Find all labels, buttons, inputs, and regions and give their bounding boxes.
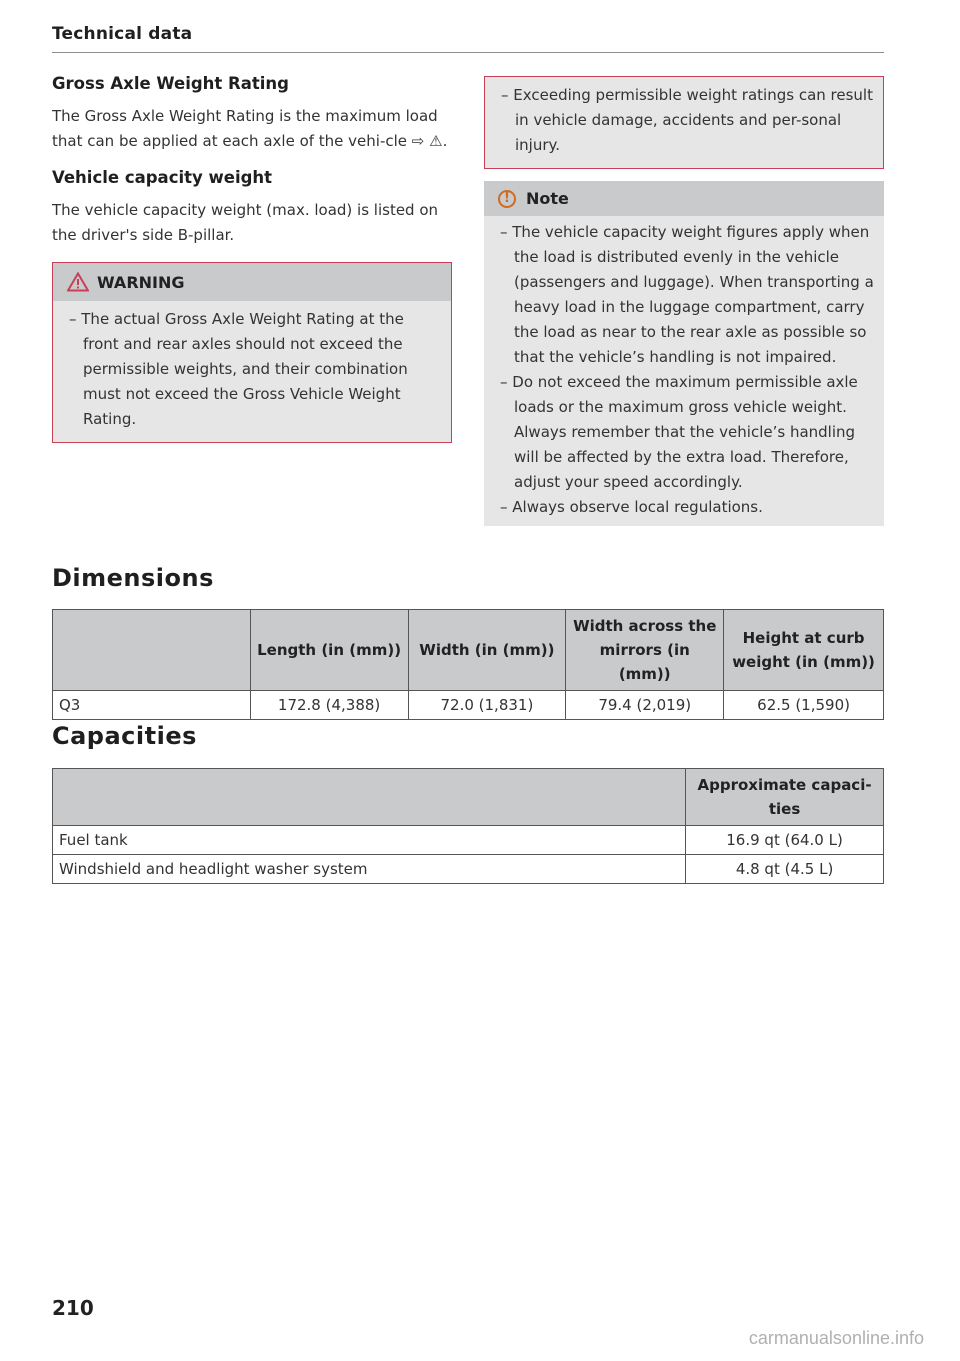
table-cell: 72.0 (1,831) (408, 691, 566, 720)
dimensions-heading: Dimensions (52, 564, 214, 592)
right-column (484, 76, 884, 526)
table-cell: Q3 (53, 691, 251, 720)
note-title: Note (526, 189, 569, 208)
warning-triangle-icon (67, 272, 89, 292)
note-info-icon: ! (498, 190, 516, 208)
warning-item: – The actual Gross Axle Weight Rating at the front and rear axles should not exceed the permissible weights, and their combination must not exceed the Gross Vehicle Weight Rating. (69, 310, 408, 428)
gawr-text: The Gross Axle Weight Rating is the maximum load that can be applied at each axle of the vehi-cle ⇨ ⚠. (52, 107, 448, 150)
note-item: – The vehicle capacity weight figures apply when the load is distributed evenly in the vehicle (passengers and luggage). When transporting a heavy load in the luggage compartment, carry the load as near to the rear axle as possible so that the vehicle’s handling is not impaired. (500, 223, 874, 366)
table-header-cell (53, 610, 251, 691)
warning-title: WARNING (97, 272, 185, 292)
capacities-heading: Capacities (52, 722, 197, 750)
table-header-cell: Approximate capaci-ties (686, 769, 884, 826)
watermark: carmanualsonline.info (748, 1328, 924, 1348)
table-cell: Windshield and headlight washer system (53, 855, 686, 884)
note-item: – Do not exceed the maximum permissible axle loads or the maximum gross vehicle weight. Always remember that the vehicle’s handling will be affected by the extra load. Therefore, adjust your speed accordingly. (500, 373, 858, 491)
page-number: 210 (52, 1296, 94, 1320)
warning-continued-item: – Exceeding permissible weight ratings can result in vehicle damage, accidents and per-sonal injury. (501, 86, 873, 154)
warning-body (53, 301, 451, 442)
warning-continued-box (484, 76, 884, 169)
table-row (53, 826, 884, 855)
table-cell: 172.8 (4,388) (250, 691, 408, 720)
capacity-weight-heading: Vehicle capacity weight (52, 168, 273, 187)
table-cell: 79.4 (2,019) (566, 691, 724, 720)
table-header-row (53, 769, 884, 826)
warning-box (52, 262, 452, 443)
table-cell: 4.8 qt (4.5 L) (686, 855, 884, 884)
note-box (484, 181, 884, 526)
table-header-cell: Width across the mirrors (in (mm)) (566, 610, 724, 691)
dimensions-table (52, 609, 884, 720)
gawr-heading: Gross Axle Weight Rating (52, 74, 289, 93)
table-header-cell: Height at curb weight (in (mm)) (724, 610, 884, 691)
table-header-row (53, 610, 884, 691)
section-header: Technical data (52, 24, 884, 53)
note-header (484, 181, 884, 216)
left-column (52, 74, 452, 443)
table-row (53, 691, 884, 720)
capacity-weight-text: The vehicle capacity weight (max. load) is listed on the driver's side B-pillar. (52, 201, 439, 244)
table-cell: 16.9 qt (64.0 L) (686, 826, 884, 855)
table-cell: 62.5 (1,590) (724, 691, 884, 720)
warning-header (53, 263, 451, 301)
table-row (53, 855, 884, 884)
table-cell: Fuel tank (53, 826, 686, 855)
note-body (484, 216, 884, 526)
table-header-cell: Length (in (mm)) (250, 610, 408, 691)
table-header-cell: Width (in (mm)) (408, 610, 566, 691)
capacities-table (52, 768, 884, 884)
warning-continued-body (485, 77, 883, 168)
note-item: – Always observe local regulations. (500, 498, 763, 516)
table-header-cell (53, 769, 686, 826)
